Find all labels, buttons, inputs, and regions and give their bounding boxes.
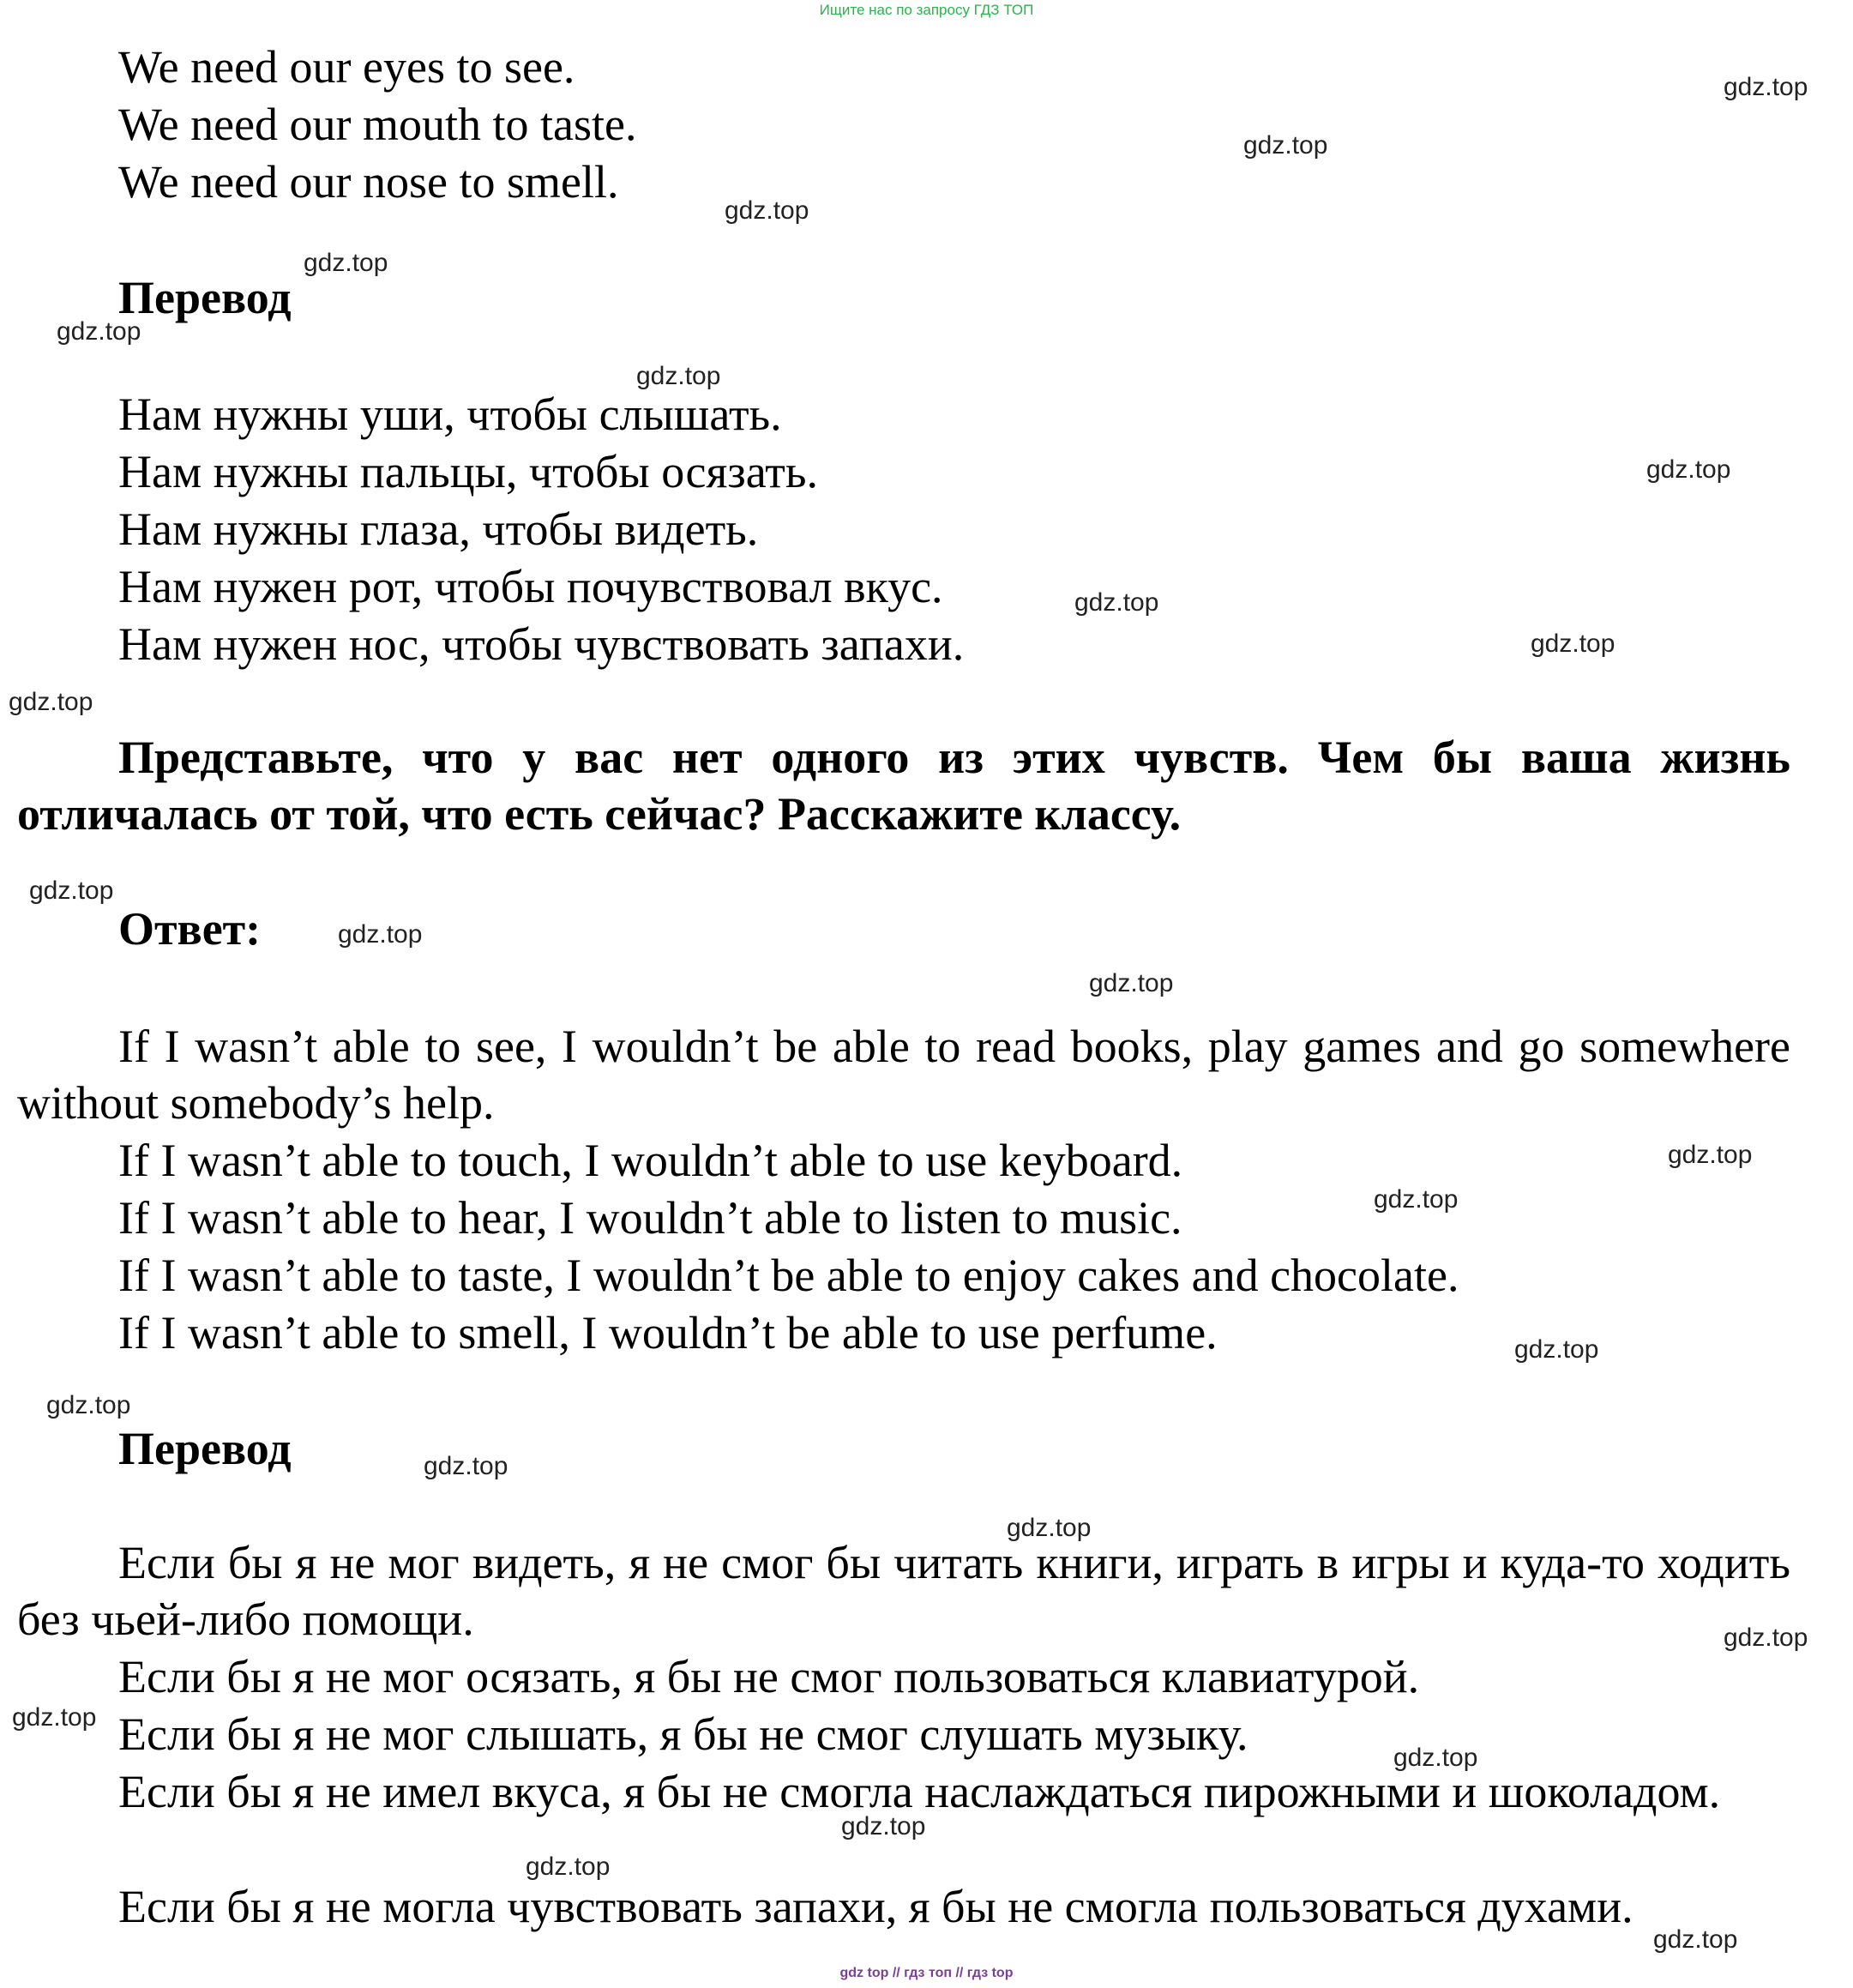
poem-ru-line: Нам нужны глаза, чтобы видеть. bbox=[118, 503, 759, 555]
poem-en-line: We need our eyes to see. bbox=[118, 41, 575, 93]
watermark: gdz.top bbox=[1089, 969, 1174, 997]
watermark: gdz.top bbox=[1514, 1335, 1599, 1364]
watermark: gdz.top bbox=[1724, 1624, 1808, 1652]
answer-ru-line: Если бы я не могла чувствовать запахи, я бы не смогла пользоваться духами. bbox=[118, 1881, 1633, 1932]
bottom-banner: gdz top // гдз топ // гдз top bbox=[839, 1966, 1014, 1980]
answer-en-line: If I wasn’t able to smell, I wouldn’t be able to use perfume. bbox=[118, 1307, 1218, 1358]
answer-ru-paragraph: Если бы я не мог видеть, я не смог бы читать книги, играть в игры и куда-то ходить без чьей-либо помощи. bbox=[17, 1537, 1790, 1645]
answer-ru-line: Если бы я не мог осязать, я бы не смог пользоваться клавиатурой. bbox=[118, 1651, 1420, 1702]
answer-en-line: If I wasn’t able to taste, I wouldn’t be able to enjoy cakes and chocolate. bbox=[118, 1250, 1459, 1301]
watermark: gdz.top bbox=[526, 1852, 611, 1881]
poem-ru-line: Нам нужен рот, чтобы почувствовал вкус. bbox=[118, 561, 943, 612]
translation-heading: Перевод bbox=[118, 1423, 292, 1474]
answer-en-line: If I wasn’t able to touch, I wouldn’t able to use keyboard. bbox=[118, 1135, 1183, 1186]
watermark: gdz.top bbox=[1243, 131, 1328, 160]
watermark: gdz.top bbox=[1007, 1514, 1092, 1542]
watermark: gdz.top bbox=[12, 1703, 97, 1732]
task-text: Представьте, что у вас нет одного из этих чувств. Чем бы ваша жизнь отличалась от той, что есть сейчас? Расскажите классу. bbox=[17, 732, 1790, 840]
watermark: gdz.top bbox=[1724, 73, 1808, 101]
answer-en-paragraph: If I wasn’t able to see, I wouldn’t be able to read books, play games and go somewhere without somebody’s help. bbox=[17, 1021, 1790, 1129]
watermark: gdz.top bbox=[46, 1391, 131, 1419]
watermark: gdz.top bbox=[1374, 1185, 1459, 1214]
poem-ru-line: Нам нужны уши, чтобы слышать. bbox=[118, 389, 782, 440]
top-banner: Ищите нас по запросу ГДЗ ТОП bbox=[819, 2, 1034, 18]
watermark: gdz.top bbox=[1646, 455, 1731, 484]
watermark: gdz.top bbox=[29, 877, 114, 905]
poem-ru-line: Нам нужны пальцы, чтобы осязать. bbox=[118, 446, 818, 497]
watermark: gdz.top bbox=[841, 1812, 926, 1840]
watermark: gdz.top bbox=[1668, 1141, 1753, 1169]
answer-heading: Ответ: bbox=[118, 903, 262, 955]
poem-en-line: We need our mouth to taste. bbox=[118, 99, 637, 150]
watermark: gdz.top bbox=[1653, 1925, 1738, 1954]
answer-en-line: If I wasn’t able to hear, I wouldn’t able to listen to music. bbox=[118, 1192, 1182, 1244]
watermark: gdz.top bbox=[424, 1452, 508, 1480]
watermark: gdz.top bbox=[725, 196, 809, 225]
watermark: gdz.top bbox=[1393, 1744, 1478, 1772]
watermark: gdz.top bbox=[9, 688, 93, 716]
watermark: gdz.top bbox=[304, 249, 388, 277]
answer-ru-paragraph: Если бы я не имел вкуса, я бы не смогла наслаждаться пирожными и шоколадом. bbox=[118, 1766, 1721, 1817]
watermark: gdz.top bbox=[1531, 630, 1615, 658]
poem-ru-line: Нам нужен нос, чтобы чувствовать запахи. bbox=[118, 618, 965, 670]
poem-en-line: We need our nose to smell. bbox=[118, 156, 619, 208]
watermark: gdz.top bbox=[1074, 588, 1159, 617]
watermark: gdz.top bbox=[338, 920, 423, 949]
watermark: gdz.top bbox=[57, 317, 141, 346]
translation-heading: Перевод bbox=[118, 272, 292, 323]
watermark: gdz.top bbox=[636, 362, 721, 390]
answer-ru-line: Если бы я не мог слышать, я бы не смог слушать музыку. bbox=[118, 1708, 1248, 1760]
